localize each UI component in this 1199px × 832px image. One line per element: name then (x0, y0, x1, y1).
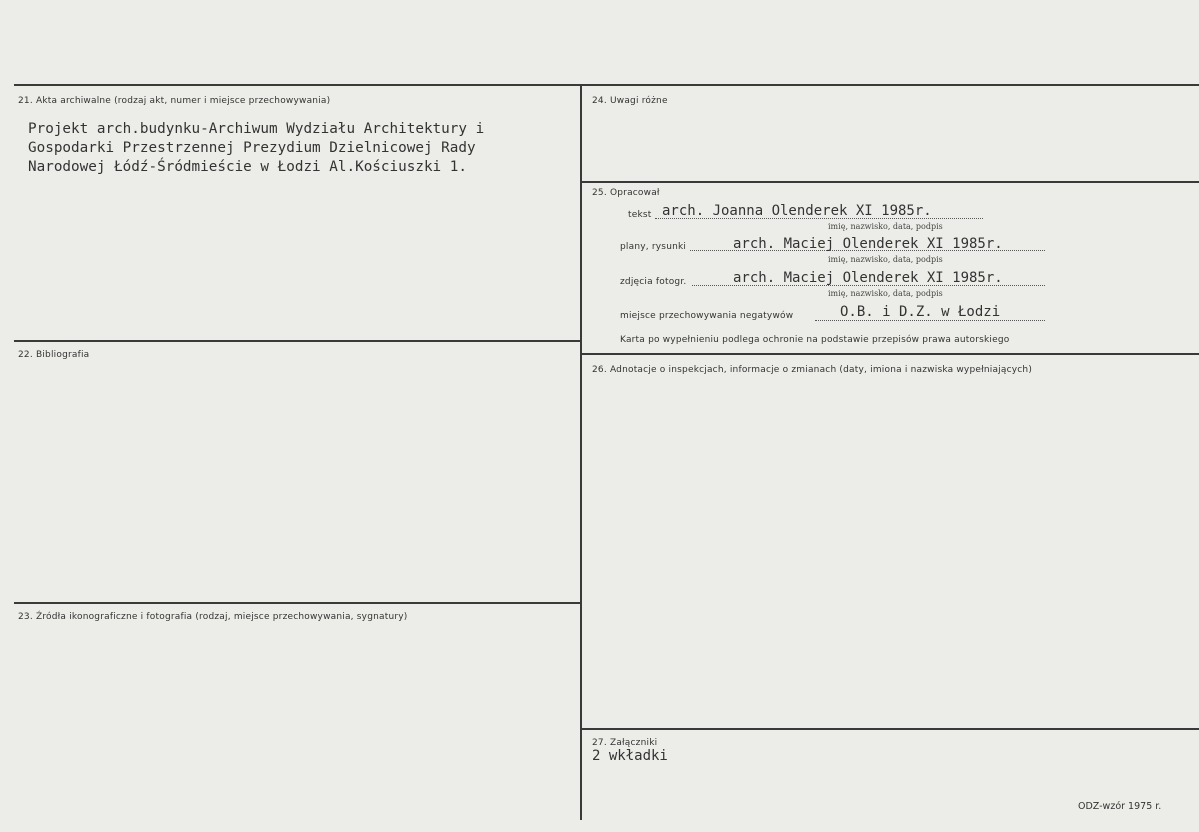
divider-25-26 (581, 353, 1199, 355)
row-zdjecia-label: zdjęcia fotogr. (620, 277, 687, 287)
row-zdjecia-sub: imię, nazwisko, data, podpis (828, 289, 943, 298)
section-21-line-2: Gospodarki Przestrzennej Prezydium Dzielnicowej Rady (28, 140, 476, 156)
divider-26-27 (581, 728, 1199, 730)
row-tekst-sub: imię, nazwisko, data, podpis (828, 222, 943, 231)
section-25-label: 25. Opracował (592, 188, 660, 198)
section-22-label: 22. Bibliografia (18, 350, 90, 360)
row-tekst-label: tekst (628, 210, 652, 220)
section-23-label: 23. Źródła ikonograficzne i fotografia (rodzaj, miejsce przechowywania, sygnatury) (18, 612, 408, 622)
negatives-value: O.B. i D.Z. w Łodzi (840, 304, 1001, 320)
divider-21-22 (14, 340, 580, 342)
section-27-value: 2 wkładki (592, 748, 668, 764)
section-24-label: 24. Uwagi różne (592, 96, 668, 106)
section-21-line-3: Narodowej Łódź-Śródmieście w Łodzi Al.Kościuszki 1. (28, 159, 467, 175)
row-plany-label: plany, rysunki (620, 242, 687, 252)
negatives-label: miejsce przechowywania negatywów (620, 311, 794, 321)
row-tekst-value: arch. Joanna Olenderek XI 1985r. (662, 203, 932, 219)
section-27-label: 27. Załączniki (592, 738, 658, 748)
copyright-note: Karta po wypełnieniu podlega ochronie na podstawie przepisów prawa autorskiego (620, 335, 1010, 345)
negatives-dots (815, 320, 1045, 321)
row-plany-sub: imię, nazwisko, data, podpis (828, 255, 943, 264)
top-border-line (14, 84, 1199, 86)
divider-22-23 (14, 602, 580, 604)
section-21-line-1: Projekt arch.budynku-Archiwum Wydziału Architektury i (28, 121, 485, 137)
divider-24-25 (581, 181, 1199, 183)
row-plany-value: arch. Maciej Olenderek XI 1985r. (733, 236, 1003, 252)
form-code-footer: ODZ-wzór 1975 r. (1078, 801, 1162, 812)
row-zdjecia-value: arch. Maciej Olenderek XI 1985r. (733, 270, 1003, 286)
section-26-label: 26. Adnotacje o inspekcjach, informacje o zmianach (daty, imiona i nazwiska wypełniających) (592, 365, 1033, 375)
section-21-label: 21. Akta archiwalne (rodzaj akt, numer i miejsce przechowywania) (18, 96, 331, 106)
center-divider-line (580, 85, 582, 820)
